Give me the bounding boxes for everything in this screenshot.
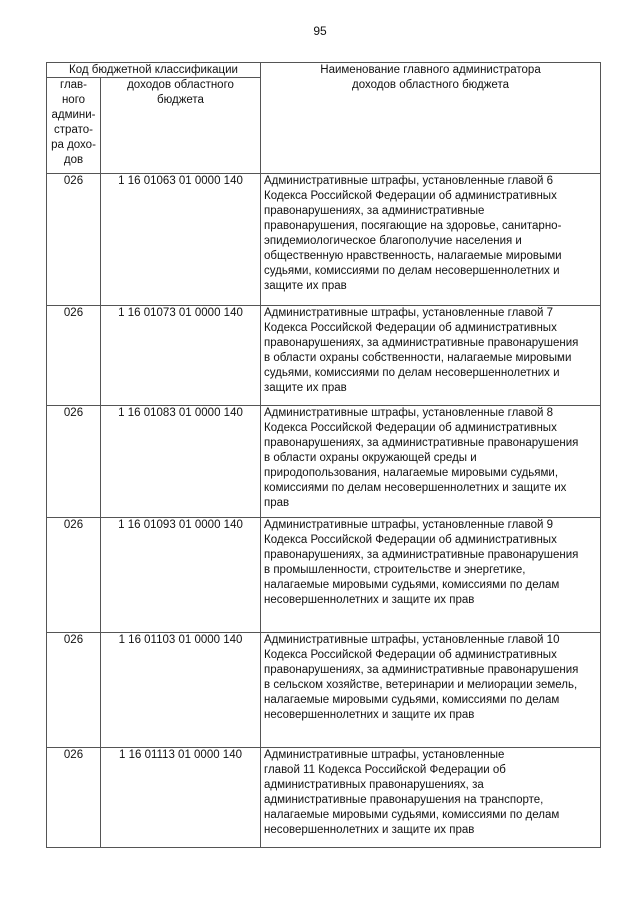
cell-budget-code: 1 16 01073 01 0000 140 bbox=[101, 306, 261, 406]
cell-budget-code: 1 16 01103 01 0000 140 bbox=[101, 633, 261, 748]
cell-budget-code: 1 16 01083 01 0000 140 bbox=[101, 406, 261, 518]
table-row bbox=[47, 633, 601, 748]
header-budget-classification-code: Код бюджетной классификации bbox=[47, 63, 261, 78]
cell-administrator-name: Административные штрафы, установленные главой 7 Кодекса Российской Федерации об административных правонарушениях, за административные правонарушения в области охраны собственности, налагаемые мировыми судьями, комиссиями по делам несовершеннолетних и защите их прав bbox=[261, 306, 601, 406]
cell-admin-code: 026 bbox=[47, 518, 101, 633]
table-row bbox=[47, 518, 601, 633]
cell-budget-code: 1 16 01113 01 0000 140 bbox=[101, 748, 261, 848]
cell-administrator-name: Административные штрафы, установленные главой 10 Кодекса Российской Федерации об административных правонарушениях, за административные правонарушения в сельском хозяйстве, ветеринарии и мелиорации земель, налагаемые мировыми судьями, комиссиями по делам несовершеннолетних и защите их прав bbox=[261, 633, 601, 748]
page-number: 95 bbox=[313, 24, 327, 38]
cell-administrator-name: Административные штрафы, установленные главой 9 Кодекса Российской Федерации об административных правонарушениях, за административные правонарушения в промышленности, строительстве и энергетике, налагаемые мировыми судьями, комиссиями по делам несовершеннолетних и защите их прав bbox=[261, 518, 601, 633]
table-row bbox=[47, 306, 601, 406]
header-regional-budget-income-text: доходов областного бюджета bbox=[127, 79, 234, 106]
cell-admin-code: 026 bbox=[47, 748, 101, 848]
header-main-administrator-text: глав- ного админи- страто- ра дохо- дов bbox=[51, 79, 96, 166]
header-administrator-name bbox=[261, 63, 601, 174]
cell-administrator-name: Административные штрафы, установленные главой 11 Кодекса Российской Федерации об административных правонарушениях, за административные правонарушения на транспорте, налагаемые мировыми судьями, комиссиями по делам несовершеннолетних и защите их прав bbox=[261, 748, 601, 848]
cell-budget-code: 1 16 01063 01 0000 140 bbox=[101, 174, 261, 306]
cell-admin-code: 026 bbox=[47, 406, 101, 518]
cell-administrator-name: Административные штрафы, установленные главой 8 Кодекса Российской Федерации об административных правонарушениях, за административные правонарушения в области охраны окружающей среды и природопользования, налагаемые мировыми судьями, комиссиями по делам несовершеннолетних и защите их прав bbox=[261, 406, 601, 518]
table-row bbox=[47, 406, 601, 518]
header-main-administrator bbox=[47, 78, 101, 174]
cell-admin-code: 026 bbox=[47, 633, 101, 748]
cell-admin-code: 026 bbox=[47, 174, 101, 306]
table-row bbox=[47, 748, 601, 848]
cell-admin-code: 026 bbox=[47, 306, 101, 406]
cell-budget-code: 1 16 01093 01 0000 140 bbox=[101, 518, 261, 633]
budget-classification-table bbox=[46, 62, 601, 848]
header-regional-budget-income bbox=[101, 78, 261, 174]
header-administrator-name-text: Наименование главного администратора доходов областного бюджета bbox=[320, 64, 541, 91]
table-row bbox=[47, 174, 601, 306]
table-header-row-group bbox=[47, 63, 601, 78]
cell-administrator-name: Административные штрафы, установленные главой 6 Кодекса Российской Федерации об административных правонарушениях, за административные правонарушения, посягающие на здоровье, санитарно- эпидемиологическое благополучие населения и общественную нравственность, налагаемые мировыми судьями, комиссиями по делам несовершеннолетних и защите их прав bbox=[261, 174, 601, 306]
